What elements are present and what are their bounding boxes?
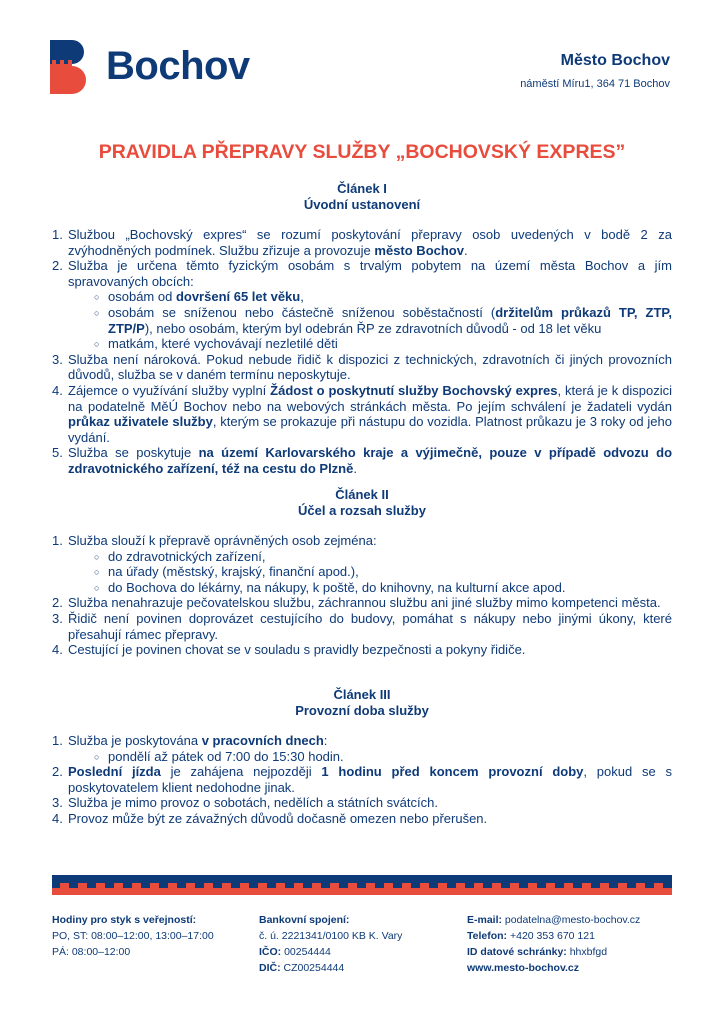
text: , kterým se prokazuje při nástupu do vozidla. Platnost průkazu je 3 roky od jeho vydání. <box>68 414 672 445</box>
article-items <box>52 227 672 477</box>
text: pondělí až pátek od 7:00 do 15:30 hodin. <box>108 748 344 764</box>
email-link[interactable]: podatelna@mesto-bochov.cz <box>502 914 641 926</box>
item-number: 3. <box>52 351 63 367</box>
text: Službou „Bochovský expres“ se rozumí poskytování přepravy osob uvedených v bodě 2 za zvýhodněných podmínek. Službu zřizuje a provozuje <box>68 227 672 258</box>
sub-list-item <box>68 336 672 352</box>
text: osobám od <box>108 289 176 305</box>
dic-line <box>259 960 402 976</box>
text: Služba je určena těmto fyzickým osobám s trvalým pobytem na území města Bochov a jím spravovaných obcích: <box>68 258 672 289</box>
circle-bullet-icon: ○ <box>94 307 100 318</box>
sub-list-item <box>68 305 672 336</box>
circle-bullet-icon: ○ <box>94 292 100 303</box>
item-number: 3. <box>52 610 63 626</box>
text: Řidič není povinen doprovázet cestujícího do budovy, pomáhat s nákupy nebo jinými úkony, které přesahují rámec přepravy. <box>68 610 672 642</box>
text: Služba nenahrazuje pečovatelskou službu, záchrannou službu ani jiné služby mimo kompetenci města. <box>68 595 661 611</box>
organization-info <box>520 50 670 92</box>
text: Služba slouží k přepravě oprávněných osob zejména: <box>68 533 377 548</box>
document-title: PRAVIDLA PŘEPRAVY SLUŽBY „BOCHOVSKÝ EXPRES” <box>98 141 626 163</box>
list-item <box>52 733 672 764</box>
databox-value: hhxbfgd <box>566 946 608 958</box>
text: matkám, které vychovávají nezletilé děti <box>108 336 338 352</box>
sub-list <box>68 549 672 596</box>
ico-value: 00254444 <box>281 946 331 958</box>
hours-line-1: PO, ST: 08:00–12:00, 13:00–17:00 <box>52 930 214 942</box>
list-item <box>52 445 672 476</box>
sub-list <box>68 289 672 351</box>
footer-contact <box>467 912 640 976</box>
article-2 <box>52 487 672 658</box>
article-number: Článek I <box>337 181 387 196</box>
text: . <box>353 460 357 476</box>
ico-label: IČO: <box>259 946 282 958</box>
item-number: 4. <box>52 642 63 658</box>
sub-list-item <box>68 549 672 565</box>
text: ), nebo osobám, kterým byl odebrán ŘP ze zdravotních důvodů - od 18 let věku <box>144 320 602 336</box>
list-item <box>52 227 672 258</box>
bank-label: Bankovní spojení: <box>259 914 350 926</box>
text: Služba není nároková. Pokud nebude řidič k dispozici z technických, zdravotních či jiných provozních důvodů, služba se v daném termínu neposkytuje. <box>68 351 672 383</box>
bank-account: č. ú. 2221341/0100 KB K. Vary <box>259 930 403 942</box>
email-label: E-mail: <box>467 914 503 926</box>
bold-text: v pracovních dnech <box>201 733 324 748</box>
item-number: 4. <box>52 810 63 826</box>
databox-line <box>467 944 640 960</box>
circle-bullet-icon: ○ <box>94 339 100 350</box>
sub-list-item <box>68 289 672 305</box>
databox-label: ID datové schránky: <box>467 946 567 958</box>
dic-value: CZ00254444 <box>280 962 345 974</box>
text: Zájemce o využívání služby vyplní <box>68 382 271 398</box>
organization-name: Město Bochov <box>560 52 670 69</box>
bold-text: město Bochov <box>374 242 464 258</box>
article-items <box>52 733 672 827</box>
text: Služba je poskytována <box>68 733 202 748</box>
text: . <box>463 242 468 258</box>
text: Provoz může být ze závažných důvodů dočasně omezen nebo přerušen. <box>68 810 488 826</box>
text: do Bochova do lékárny, na nákupy, k poště, do knihovny, na kulturní akce apod. <box>108 579 566 595</box>
footer-hours <box>52 912 214 960</box>
item-number: 4. <box>52 382 63 398</box>
email-line <box>467 912 640 928</box>
list-item <box>52 533 672 595</box>
text: Služba se poskytuje <box>68 445 199 461</box>
sub-list-item <box>68 749 672 765</box>
text: , pokud se s poskytovatelem klient nedohodne jinak. <box>68 764 672 795</box>
sub-list-item <box>68 564 672 580</box>
item-number: 2. <box>52 258 63 274</box>
bochov-logo-icon <box>50 40 92 94</box>
article-heading: Provozní doba služby <box>295 703 429 718</box>
text: : <box>323 733 328 748</box>
bold-text: průkaz uživatele služby <box>68 414 213 430</box>
item-number: 1. <box>52 533 63 548</box>
list-item <box>52 642 672 658</box>
item-number: 2. <box>52 595 63 611</box>
dic-label: DIČ: <box>259 962 281 974</box>
text: , která je k dispozici na podatelně MěÚ Bochov nebo na webových stránkách města. Po jejím schválení je žadateli vydán <box>68 382 672 414</box>
sub-list <box>68 749 672 765</box>
list-item <box>52 595 672 611</box>
website-link[interactable]: www.mesto-bochov.cz <box>467 962 580 974</box>
article-number: Článek III <box>333 687 391 702</box>
article-heading: Úvodní ustanovení <box>303 197 421 212</box>
phone-label: Telefon: <box>467 930 508 942</box>
organization-address: náměstí Míru1, 364 71 Bochov <box>520 78 670 90</box>
circle-bullet-icon: ○ <box>94 551 100 562</box>
bold-text: dovršení 65 let věku <box>175 289 301 305</box>
item-number: 5. <box>52 445 63 461</box>
text: do zdravotnických zařízení, <box>108 548 266 564</box>
list-item <box>52 811 672 827</box>
logo <box>50 40 270 94</box>
item-number: 3. <box>52 795 63 811</box>
phone-line <box>467 928 640 944</box>
text: , <box>300 289 304 305</box>
bold-text: 1 hodinu před koncem provozní doby <box>321 764 584 780</box>
ico-line <box>259 944 402 960</box>
list-item <box>52 764 672 795</box>
text: Cestující je povinen chovat se v souladu s pravidly bezpečnosti a pokyny řidiče. <box>68 642 526 658</box>
text: je zahájena nejpozději <box>160 764 322 780</box>
hours-line-2: PÁ: 08:00–12:00 <box>52 946 131 958</box>
article-items <box>52 533 672 658</box>
item-number: 1. <box>52 733 63 748</box>
phone-value: +420 353 670 121 <box>507 930 595 942</box>
circle-bullet-icon: ○ <box>94 751 100 762</box>
circle-bullet-icon: ○ <box>94 567 100 578</box>
list-item <box>52 383 672 445</box>
sub-list-item <box>68 580 672 596</box>
hours-label: Hodiny pro styk s veřejností: <box>52 914 197 926</box>
footer-bank <box>259 912 402 976</box>
bold-text: držitelům průkazů TP, ZTP, ZTP/P <box>108 304 672 336</box>
bold-text: na území Karlovarského kraje a výjimečně, pouze v případě odvozu do zdravotnického zařízení, též na cestu do Plzně <box>68 445 673 476</box>
logo-text: Bochov <box>106 44 250 88</box>
list-item <box>52 611 672 642</box>
item-number: 2. <box>52 764 63 780</box>
text: na úřady (městský, krajský, finanční apod.), <box>108 564 359 580</box>
article-3 <box>52 687 672 827</box>
decorative-stripe <box>52 875 672 895</box>
article-1 <box>52 181 672 477</box>
list-item <box>52 258 672 352</box>
bold-text: Žádost o poskytnutí služby Bochovský expres <box>270 382 558 398</box>
list-item <box>52 352 672 383</box>
item-number: 1. <box>52 227 63 242</box>
article-heading: Účel a rozsah služby <box>298 503 426 518</box>
list-item <box>52 795 672 811</box>
article-number: Článek II <box>335 487 389 502</box>
text: osobám se sníženou nebo částečně sníženou soběstačností ( <box>108 304 496 320</box>
circle-bullet-icon: ○ <box>94 582 100 593</box>
text: Služba je mimo provoz o sobotách, nedělích a státních svátcích. <box>68 795 438 811</box>
bold-text: Poslední jízda <box>68 764 161 780</box>
